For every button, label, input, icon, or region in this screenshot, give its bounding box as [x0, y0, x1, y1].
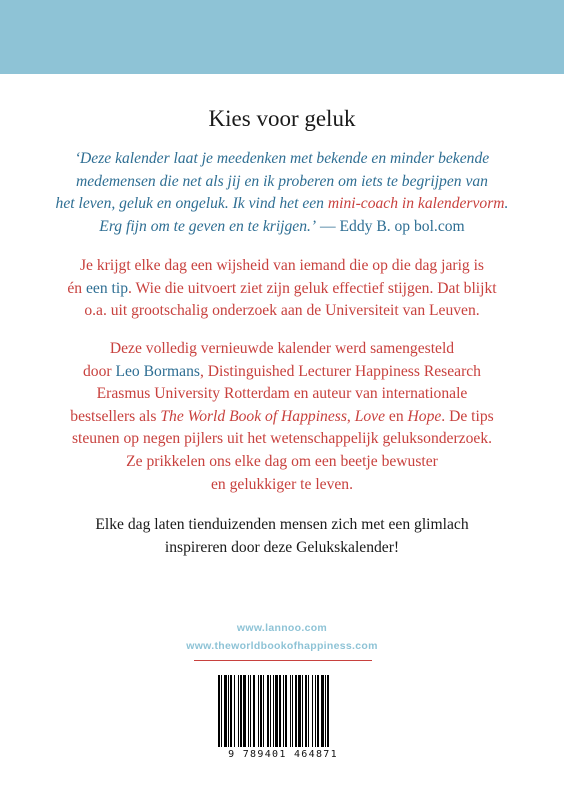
- barcode-bar: [302, 675, 303, 747]
- back-cover-title: Kies voor geluk: [208, 106, 356, 131]
- barcode-bar: [273, 675, 274, 747]
- quote-line-4: [0, 216, 564, 239]
- intro-line-2: [0, 278, 564, 301]
- barcode-bar: [238, 675, 239, 747]
- top-color-band: [0, 0, 564, 74]
- barcode-bar: [305, 675, 307, 747]
- intro-line-3: o.a. uit grootschalig onderzoek aan de Universiteit van Leuven.: [84, 302, 480, 320]
- book-website-link[interactable]: www.theworldbookofhappiness.com: [186, 640, 378, 652]
- barcode-bar: [312, 675, 313, 747]
- quote-line-4-text: Erg fijn om te geven en te krijgen: [99, 217, 308, 235]
- barcode-bar: [295, 675, 297, 747]
- book-title-1: The World Book of Happiness: [160, 407, 347, 425]
- author-name: Leo Bormans: [115, 362, 200, 380]
- author-line-7: en gelukkiger te leven.: [210, 475, 354, 493]
- barcode-bar: [317, 675, 319, 747]
- reader-quote: [0, 148, 564, 238]
- barcode-bar: [279, 675, 281, 747]
- barcode-bar: [243, 675, 246, 747]
- barcode-bar: [298, 675, 301, 747]
- author-line-4: [0, 406, 564, 429]
- barcode-bars: [210, 669, 356, 749]
- publisher-link[interactable]: www.lannoo.com: [236, 622, 328, 634]
- barcode-bar: [327, 675, 329, 747]
- barcode-bar: [267, 675, 269, 747]
- quote-line-1: ‘Deze kalender laat je meedenken met bekende en minder bekende: [74, 150, 490, 167]
- barcode-bar: [228, 675, 229, 747]
- separator: ,: [346, 407, 355, 425]
- closing-paragraph: [0, 514, 564, 559]
- intro-line-1: Je krijgt elke dag een wijsheid van iemand die op die dag jarig is: [79, 257, 485, 274]
- author-line-3: Erasmus University Rotterdam en auteur van internationale: [96, 385, 468, 403]
- book-title-3: Hope: [407, 407, 442, 425]
- author-line-5: steunen op negen pijlers uit het wetenschappelijk geluksonderzoek.: [71, 430, 493, 448]
- quote-highlight: mini-coach in kalendervorm: [327, 195, 505, 213]
- author-line-6: Ze prikkelen ons elke dag om een beetje bewuster: [126, 452, 438, 470]
- quote-line-3: [0, 193, 564, 216]
- author-paragraph: [0, 338, 564, 496]
- intro-highlight: een tip: [86, 279, 128, 297]
- intro-line-2-end: . Wie die uitvoert ziet zijn geluk effectief stijgen. Dat blijkt: [128, 279, 497, 297]
- barcode-bar: [321, 675, 324, 747]
- intro-paragraph: [0, 255, 564, 323]
- quote-line-2: medemensen die net als jij en ik proberen om iets te begrijpen van: [76, 172, 488, 190]
- barcode-bar: [240, 675, 242, 747]
- book-title-2: Love: [354, 407, 385, 425]
- quote-close: .’: [307, 217, 317, 235]
- barcode-bar: [248, 675, 249, 747]
- barcode-bar: [260, 675, 262, 747]
- barcode-bar: [283, 675, 284, 747]
- divider-line: [194, 660, 372, 661]
- barcode-bar: [234, 675, 235, 747]
- barcode-bar: [285, 675, 287, 747]
- barcode-bar: [258, 675, 259, 747]
- barcode-bar: [308, 675, 309, 747]
- barcode-bar: [315, 675, 316, 747]
- author-line-1: Deze volledig vernieuwde kalender werd samengesteld: [109, 340, 455, 357]
- author-line-2: [0, 361, 564, 384]
- barcode-bar: [224, 675, 227, 747]
- author-line-2-start: door: [83, 362, 116, 380]
- barcode-bar: [270, 675, 271, 747]
- isbn-number: 9 789401 464871: [228, 749, 338, 760]
- separator-en: en: [385, 407, 408, 425]
- barcode-bar: [230, 675, 232, 747]
- quote-attribution: — Eddy B. op bol.com: [316, 217, 465, 235]
- quote-line-3-text: het leven, geluk en ongeluk. Ik vind het een: [55, 195, 328, 213]
- author-line-4-start: bestsellers als: [70, 407, 161, 425]
- barcode-bar: [275, 675, 278, 747]
- quote-line-3-end: .: [504, 195, 509, 213]
- closing-line-1: Elke dag laten tienduizenden mensen zich met een glimlach: [95, 516, 469, 533]
- intro-line-2-start: én: [67, 279, 86, 297]
- author-line-2-end: , Distinguished Lecturer Happiness Research: [199, 362, 481, 380]
- barcode-bar: [218, 675, 220, 747]
- author-line-4-end: . De tips: [441, 407, 494, 425]
- barcode-bar: [250, 675, 251, 747]
- barcode-bar: [325, 675, 326, 747]
- barcode-bar: [263, 675, 264, 747]
- barcode-bar: [221, 675, 222, 747]
- barcode-bar: [253, 675, 255, 747]
- isbn-barcode: [210, 669, 356, 765]
- barcode-bar: [290, 675, 291, 747]
- barcode-bar: [292, 675, 293, 747]
- closing-line-2: inspireren door deze Gelukskalender!: [164, 538, 400, 556]
